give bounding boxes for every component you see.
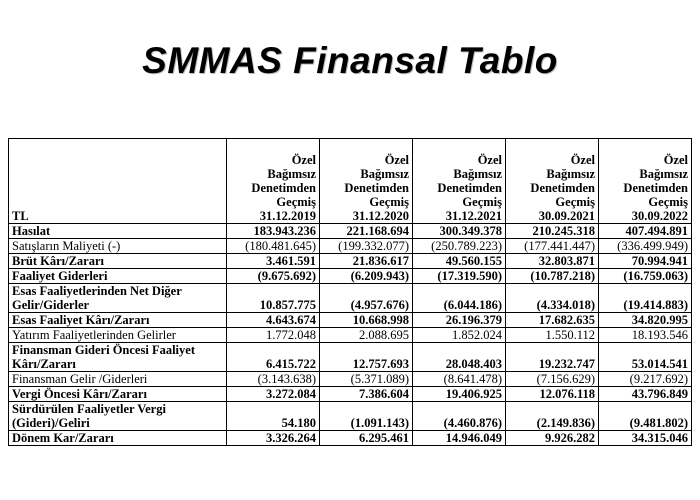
table-row bbox=[9, 239, 692, 254]
row-label: Finansman Gelir /Giderleri bbox=[9, 372, 227, 387]
value-cell: 1.852.024 bbox=[413, 328, 506, 343]
value-cell: 3.461.591 bbox=[227, 254, 320, 269]
value-cell: 10.668.998 bbox=[320, 313, 413, 328]
column-header: Özel Bağımsız Denetimden Geçmiş 31.12.2019 bbox=[227, 139, 320, 224]
value-cell: 10.857.775 bbox=[227, 284, 320, 313]
value-cell: 26.196.379 bbox=[413, 313, 506, 328]
value-cell: 28.048.403 bbox=[413, 343, 506, 372]
row-label: Sürdürülen Faaliyetler Vergi (Gideri)/Geliri bbox=[9, 402, 227, 431]
value-cell: 54.180 bbox=[227, 402, 320, 431]
row-label: Dönem Kar/Zararı bbox=[9, 431, 227, 446]
value-cell: 43.796.849 bbox=[599, 387, 692, 402]
value-cell: 19.406.925 bbox=[413, 387, 506, 402]
value-cell: (9.217.692) bbox=[599, 372, 692, 387]
row-label: Satışların Maliyeti (-) bbox=[9, 239, 227, 254]
value-cell: 3.272.084 bbox=[227, 387, 320, 402]
value-cell: 18.193.546 bbox=[599, 328, 692, 343]
table-row bbox=[9, 254, 692, 269]
corner-label: TL bbox=[9, 139, 227, 224]
value-cell: 34.315.046 bbox=[599, 431, 692, 446]
value-cell: 1.772.048 bbox=[227, 328, 320, 343]
value-cell: (5.371.089) bbox=[320, 372, 413, 387]
value-cell: 407.494.891 bbox=[599, 224, 692, 239]
value-cell: (16.759.063) bbox=[599, 269, 692, 284]
value-cell: 6.415.722 bbox=[227, 343, 320, 372]
row-label: Brüt Kârı/Zararı bbox=[9, 254, 227, 269]
column-header: Özel Bağımsız Denetimden Geçmiş 30.09.2021 bbox=[506, 139, 599, 224]
row-label: Esas Faaliyetlerinden Net Diğer Gelir/Giderler bbox=[9, 284, 227, 313]
value-cell: 210.245.318 bbox=[506, 224, 599, 239]
value-cell: (6.209.943) bbox=[320, 269, 413, 284]
value-cell: 70.994.941 bbox=[599, 254, 692, 269]
column-header: Özel Bağımsız Denetimden Geçmiş 31.12.2021 bbox=[413, 139, 506, 224]
row-label: Yatırım Faaliyetlerinden Gelirler bbox=[9, 328, 227, 343]
value-cell: 2.088.695 bbox=[320, 328, 413, 343]
value-cell: 1.550.112 bbox=[506, 328, 599, 343]
table-row bbox=[9, 372, 692, 387]
value-cell: 9.926.282 bbox=[506, 431, 599, 446]
value-cell: (4.334.018) bbox=[506, 284, 599, 313]
table-row bbox=[9, 387, 692, 402]
value-cell: 14.946.049 bbox=[413, 431, 506, 446]
row-label: Finansman Gideri Öncesi Faaliyet Kârı/Zararı bbox=[9, 343, 227, 372]
table-row bbox=[9, 313, 692, 328]
value-cell: 4.643.674 bbox=[227, 313, 320, 328]
table-row bbox=[9, 284, 692, 313]
value-cell: 12.076.118 bbox=[506, 387, 599, 402]
value-cell: (2.149.836) bbox=[506, 402, 599, 431]
value-cell: 32.803.871 bbox=[506, 254, 599, 269]
table-row bbox=[9, 431, 692, 446]
column-header: Özel Bağımsız Denetimden Geçmiş 30.09.2022 bbox=[599, 139, 692, 224]
value-cell: (180.481.645) bbox=[227, 239, 320, 254]
value-cell: 49.560.155 bbox=[413, 254, 506, 269]
value-cell: 17.682.635 bbox=[506, 313, 599, 328]
value-cell: 19.232.747 bbox=[506, 343, 599, 372]
value-cell: (250.789.223) bbox=[413, 239, 506, 254]
value-cell: (17.319.590) bbox=[413, 269, 506, 284]
value-cell: (6.044.186) bbox=[413, 284, 506, 313]
value-cell: (177.441.447) bbox=[506, 239, 599, 254]
value-cell: (19.414.883) bbox=[599, 284, 692, 313]
value-cell: (199.332.077) bbox=[320, 239, 413, 254]
value-cell: (336.499.949) bbox=[599, 239, 692, 254]
table-row bbox=[9, 402, 692, 431]
financial-table bbox=[8, 138, 692, 446]
value-cell: (9.481.802) bbox=[599, 402, 692, 431]
value-cell: 34.820.995 bbox=[599, 313, 692, 328]
value-cell: (7.156.629) bbox=[506, 372, 599, 387]
value-cell: 7.386.604 bbox=[320, 387, 413, 402]
page-title: SMMAS Finansal Tablo bbox=[142, 40, 558, 81]
table-row bbox=[9, 224, 692, 239]
column-header: Özel Bağımsız Denetimden Geçmiş 31.12.2020 bbox=[320, 139, 413, 224]
value-cell: 12.757.693 bbox=[320, 343, 413, 372]
row-label: Vergi Öncesi Kârı/Zararı bbox=[9, 387, 227, 402]
value-cell: 21.836.617 bbox=[320, 254, 413, 269]
value-cell: 3.326.264 bbox=[227, 431, 320, 446]
value-cell: 183.943.236 bbox=[227, 224, 320, 239]
value-cell: (4.957.676) bbox=[320, 284, 413, 313]
table-row bbox=[9, 269, 692, 284]
row-label: Esas Faaliyet Kârı/Zararı bbox=[9, 313, 227, 328]
table-row bbox=[9, 328, 692, 343]
value-cell: (3.143.638) bbox=[227, 372, 320, 387]
value-cell: 221.168.694 bbox=[320, 224, 413, 239]
header-row bbox=[9, 139, 692, 224]
value-cell: (1.091.143) bbox=[320, 402, 413, 431]
row-label: Hasılat bbox=[9, 224, 227, 239]
value-cell: (4.460.876) bbox=[413, 402, 506, 431]
row-label: Faaliyet Giderleri bbox=[9, 269, 227, 284]
value-cell: 300.349.378 bbox=[413, 224, 506, 239]
value-cell: 53.014.541 bbox=[599, 343, 692, 372]
table-row bbox=[9, 343, 692, 372]
value-cell: (8.641.478) bbox=[413, 372, 506, 387]
value-cell: (9.675.692) bbox=[227, 269, 320, 284]
value-cell: (10.787.218) bbox=[506, 269, 599, 284]
value-cell: 6.295.461 bbox=[320, 431, 413, 446]
